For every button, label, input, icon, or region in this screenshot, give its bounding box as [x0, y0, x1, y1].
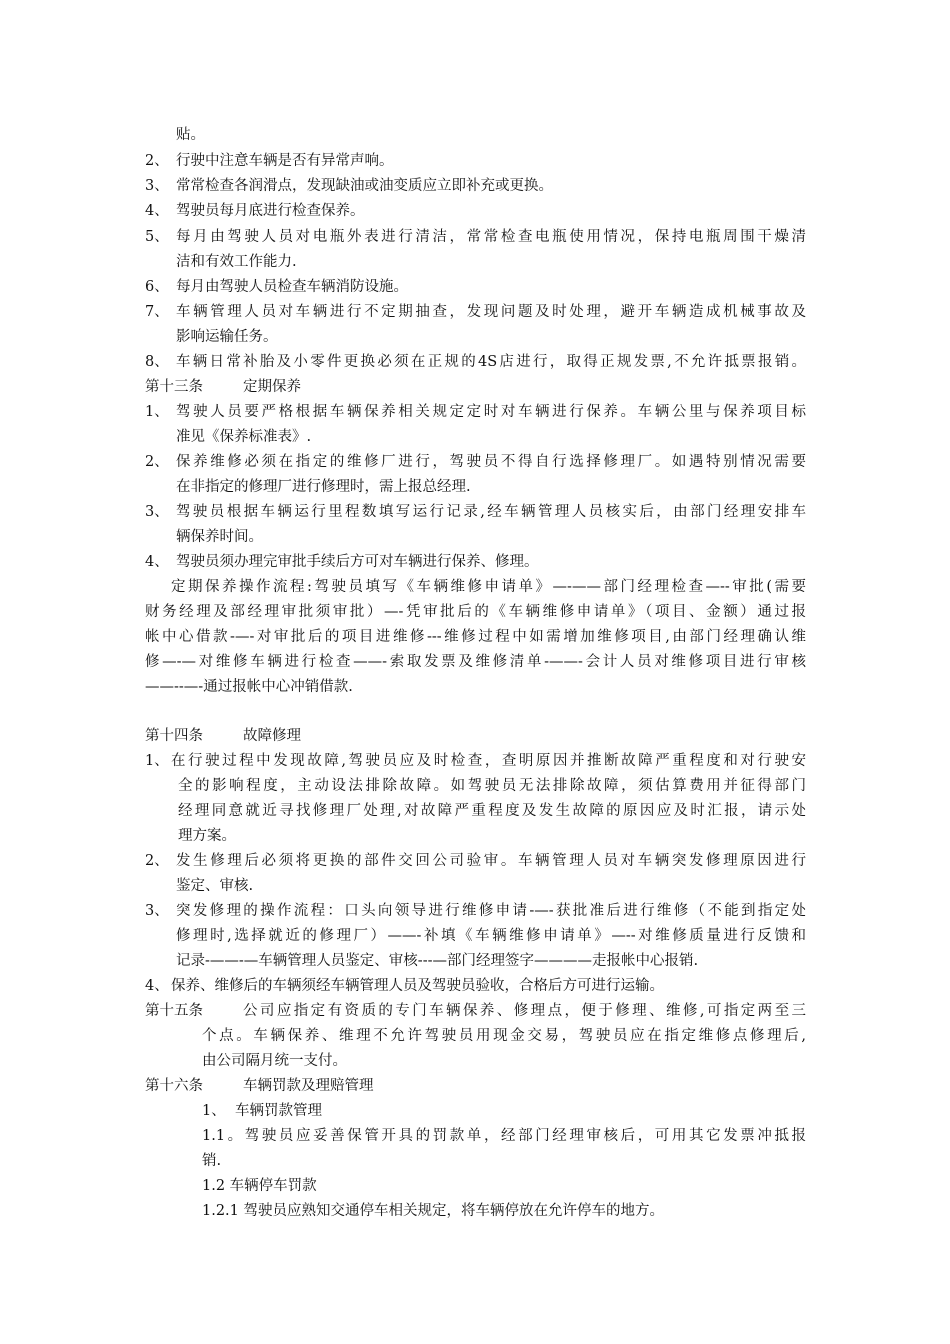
list-number: 3、	[145, 178, 169, 194]
article-text: 由公司隔月统一支付。	[202, 1053, 347, 1069]
list-item-text: 车辆管理人员对车辆进行不定期抽查，发现问题及时处理，避开车辆造成机械事故及	[176, 304, 806, 320]
list-item-text: 修理时,选择就近的修理厂）——-补填《车辆维修申请单》—--对维修质量进行反馈和	[176, 928, 806, 944]
list-item-text: 发生修理后必须将更换的部件交回公司验审。车辆管理人员对车辆突发修理原因进行	[176, 853, 806, 869]
list-item-text: 驾驶员每月底进行检查保养。	[176, 203, 365, 219]
article-label: 第十五条	[145, 1003, 203, 1019]
list-item-text: 经理同意就近寻找修理厂处理,对故障严重程度及发生故障的原因应及时汇报，请示处	[178, 803, 806, 819]
article-label: 第十四条	[145, 728, 203, 744]
list-item-text: 每月由驾驶人员检查车辆消防设施。	[176, 279, 408, 295]
list-number: 8、	[145, 354, 169, 370]
list-item-text: 每月由驾驶人员对电瓶外表进行清洁，常常检查电瓶使用情况，保持电瓶周围干燥清	[176, 229, 806, 245]
article-text: 公司应指定有资质的专门车辆保养、修理点，便于修理、维修,可指定两至三	[243, 1003, 806, 1019]
subsection-text: 1.2.1 驾驶员应熟知交通停车相关规定，将车辆停放在允许停车的地方。	[202, 1203, 665, 1219]
list-number: 3、	[145, 903, 169, 919]
article-title: 故障修理	[243, 728, 301, 744]
list-item-text: 记录-——-—车辆管理人员鉴定、审核---—部门经理签字————走报帐中心报销.	[176, 953, 699, 969]
list-number: 4、	[145, 978, 169, 994]
paragraph-line: 定期保养操作流程:驾驶员填写《车辆维修申请单》—-——部门经理检查—--审批(需要	[171, 579, 806, 595]
list-item-text: 在非指定的修理厂进行修理时，需上报总经理.	[176, 479, 471, 495]
list-item-text: 鉴定、审核.	[176, 878, 254, 894]
list-number: 2、	[145, 153, 169, 169]
list-number: 5、	[145, 229, 169, 245]
list-number: 1、	[145, 404, 169, 420]
list-item-text: 车辆日常补胎及小零件更换必须在正规的4S店进行，取得正规发票,不允许抵票报销。	[176, 354, 806, 370]
list-number: 3、	[145, 504, 169, 520]
list-item-text: 常常检查各润滑点，发现缺油或油变质应立即补充或更换。	[176, 178, 553, 194]
subsection-text: 1.1。驾驶员应妥善保管开具的罚款单，经部门经理审核后，可用其它发票冲抵报	[202, 1128, 806, 1144]
article-label: 第十六条	[145, 1078, 203, 1094]
list-number: 6、	[145, 279, 169, 295]
list-item-text: 全的影响程度，主动设法排除故障。如驾驶员无法排除故障，须估算费用并征得部门	[178, 778, 806, 794]
list-item-text: 行驶中注意车辆是否有异常声响。	[176, 153, 394, 169]
list-number: 7、	[145, 304, 169, 320]
list-item-text: 理方案。	[178, 828, 236, 844]
subsection-heading: 1、 车辆罚款管理	[202, 1103, 322, 1119]
paragraph-line: 修—-—对维修车辆进行检查——-索取发票及维修清单-——-会计人员对维修项目进行审核	[145, 654, 806, 670]
list-item-text: 驾驶员根据车辆运行里程数填写运行记录,经车辆管理人员核实后，由部门经理安排车	[176, 504, 806, 520]
paragraph-line: ——--—-通过报帐中心冲销借款.	[145, 679, 353, 695]
paragraph-line: 帐中心借款-—-对审批后的项目进维修---维修过程中如需增加维修项目,由部门经理确认维	[145, 629, 806, 645]
list-number: 2、	[145, 454, 169, 470]
list-item-text: 在行驶过程中发现故障,驾驶员应及时检查，查明原因并推断故障严重程度和对行驶安	[171, 753, 806, 769]
list-item-text: 保养、维修后的车辆须经车辆管理人员及驾驶员验收，合格后方可进行运输。	[171, 978, 664, 994]
list-number: 1、	[145, 753, 169, 769]
top-fragment: 贴。	[176, 127, 205, 143]
list-item-text: 突发修理的操作流程：口头向领导进行维修申请-—-获批准后进行维修（不能到指定处	[176, 903, 806, 919]
list-number: 2、	[145, 853, 169, 869]
subsection-text: 销.	[202, 1153, 222, 1169]
article-title: 定期保养	[243, 379, 301, 395]
list-item-text: 洁和有效工作能力.	[176, 254, 297, 270]
list-item-text: 准见《保养标准表》.	[176, 429, 312, 445]
article-text: 个点。车辆保养、维理不允许驾驶员用现金交易，驾驶员应在指定维修点修理后,	[202, 1028, 806, 1044]
list-item-text: 驾驶人员要严格根据车辆保养相关规定定时对车辆进行保养。车辆公里与保养项目标	[176, 404, 806, 420]
list-number: 4、	[145, 203, 169, 219]
list-item-text: 影响运输任务。	[176, 329, 278, 345]
paragraph-line: 财务经理及部经理审批须审批）—-凭审批后的《车辆维修申请单》（项目、金额）通过报	[145, 604, 806, 620]
subsection-heading: 1.2 车辆停车罚款	[202, 1178, 317, 1194]
article-label: 第十三条	[145, 379, 203, 395]
list-number: 4、	[145, 554, 169, 570]
list-item-text: 辆保养时间。	[176, 529, 263, 545]
list-item-text: 驾驶员须办理完审批手续后方可对车辆进行保养、修理。	[176, 554, 539, 570]
article-title: 车辆罚款及理赔管理	[243, 1078, 374, 1094]
list-item-text: 保养维修必须在指定的维修厂进行，驾驶员不得自行选择修理厂。如遇特别情况需要	[176, 454, 806, 470]
